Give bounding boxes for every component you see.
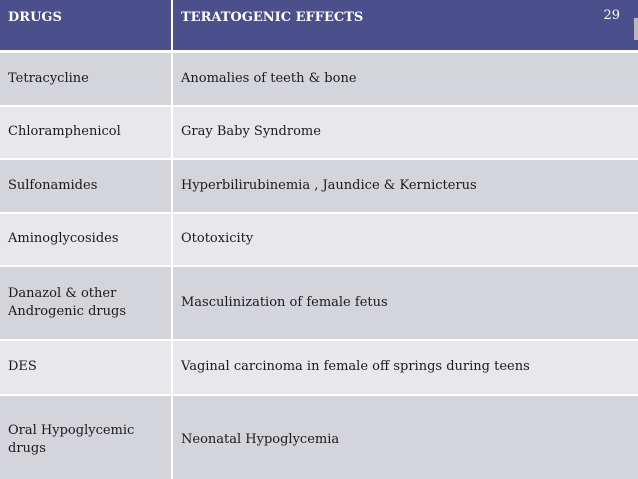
effect-cell: Masculinization of female fetus <box>172 266 638 340</box>
drug-cell <box>0 340 172 395</box>
table-row <box>0 340 638 395</box>
header-drugs: DRUGS <box>0 0 172 51</box>
drug-name: Androgenic drugs <box>8 303 126 319</box>
table-row <box>0 213 638 266</box>
drug-cell <box>0 51 172 106</box>
drug-name: Danazol & other <box>8 285 117 301</box>
drug-name: Oral Hypoglycemic <box>8 422 135 438</box>
drug-cell <box>0 106 172 159</box>
effect-cell: Neonatal Hypoglycemia <box>172 395 638 479</box>
drug-cell <box>0 266 172 340</box>
table-row <box>0 266 638 340</box>
drug-name: drugs <box>8 440 46 456</box>
table-row <box>0 159 638 213</box>
slide-edge-tab <box>634 18 638 40</box>
drug-cell <box>0 159 172 213</box>
effect-cell: Gray Baby Syndrome <box>172 106 638 159</box>
effect-cell: Anomalies of teeth & bone <box>172 51 638 106</box>
effect-cell: Hyperbilirubinemia , Jaundice & Kernicterus <box>172 159 638 213</box>
drug-cell <box>0 395 172 479</box>
page-number: 29 <box>603 8 620 23</box>
drug-name: Tetracycline <box>8 70 89 86</box>
drug-name: Aminoglycosides <box>8 231 119 246</box>
header-teratogenic-effects: TERATOGENIC EFFECTS <box>172 0 638 51</box>
table-row <box>0 51 638 106</box>
table-row <box>0 106 638 159</box>
drug-name: DES <box>8 359 37 374</box>
table-row <box>0 395 638 479</box>
table-header-row <box>0 0 638 51</box>
drug-name: Sulfonamides <box>8 177 98 193</box>
drug-name: Chloramphenicol <box>8 124 121 139</box>
effect-cell: Vaginal carcinoma in female off springs during teens <box>172 340 638 395</box>
effect-cell: Ototoxicity <box>172 213 638 266</box>
drug-cell <box>0 213 172 266</box>
